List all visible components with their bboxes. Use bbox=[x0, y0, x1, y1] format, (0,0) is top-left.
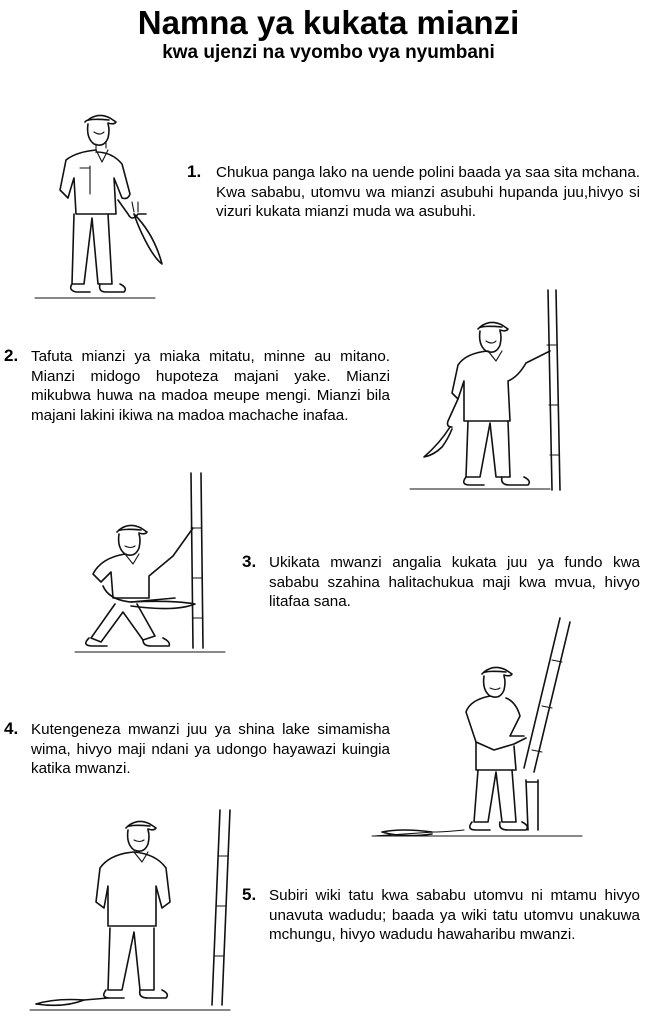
step-number: 3. bbox=[242, 552, 257, 571]
step-number: 1. bbox=[187, 162, 202, 181]
step-1 bbox=[187, 162, 640, 222]
page-title: Namna ya kukata mianzi bbox=[137, 4, 520, 41]
step-text: Tafuta mianzi ya miaka mitatu, minne au mitano. Mianzi midogo hupoteza majani yake. Mianzi mikubwa huwa na madoa meupe mengi. Mianzi bila majani lakini ikiwa na madoa machache inafaa. bbox=[31, 348, 390, 424]
step-number: 2. bbox=[4, 346, 19, 365]
step-number: 5. bbox=[242, 885, 257, 904]
man-cutting-bamboo-icon bbox=[75, 468, 245, 658]
page-subtitle: kwa ujenzi na vyombo vya nyumbani bbox=[162, 42, 495, 63]
man-holding-machete-icon bbox=[30, 108, 170, 303]
step-number: 4. bbox=[4, 719, 19, 738]
step-text: Ukikata mwanzi angalia kukata juu ya fundo kwa sababu szahina halitachukua maji kwa mvua, hivyo litafaa sana. bbox=[269, 554, 640, 610]
step-text: Kutengeneza mwanzi juu ya shina lake simamisha wima, hivyo maji ndani ya udongo hayawazi kuingia katika mwanzi. bbox=[31, 721, 390, 777]
man-inspecting-bamboo-icon bbox=[410, 285, 570, 495]
man-waiting-beside-bamboo-icon bbox=[30, 806, 240, 1016]
man-standing-bamboo-upright-icon bbox=[372, 610, 582, 840]
step-text: Subiri wiki tatu kwa sababu utomvu ni mtamu hivyo unavuta wadudu; baada ya wiki tatu utomvu unakuwa mchungu, hivyo wadudu hawaharibu mwanzi. bbox=[269, 887, 640, 943]
step-2 bbox=[4, 346, 390, 425]
step-4 bbox=[4, 719, 390, 779]
step-3 bbox=[242, 552, 640, 612]
step-text: Chukua panga lako na uende polini baada ya saa sita mchana. Kwa sababu, utomvu wa mianzi asubuhi hupanda juu,hivyo si vizuri kukata mianzi muda wa asubuhi. bbox=[216, 164, 640, 220]
step-5 bbox=[242, 885, 640, 945]
